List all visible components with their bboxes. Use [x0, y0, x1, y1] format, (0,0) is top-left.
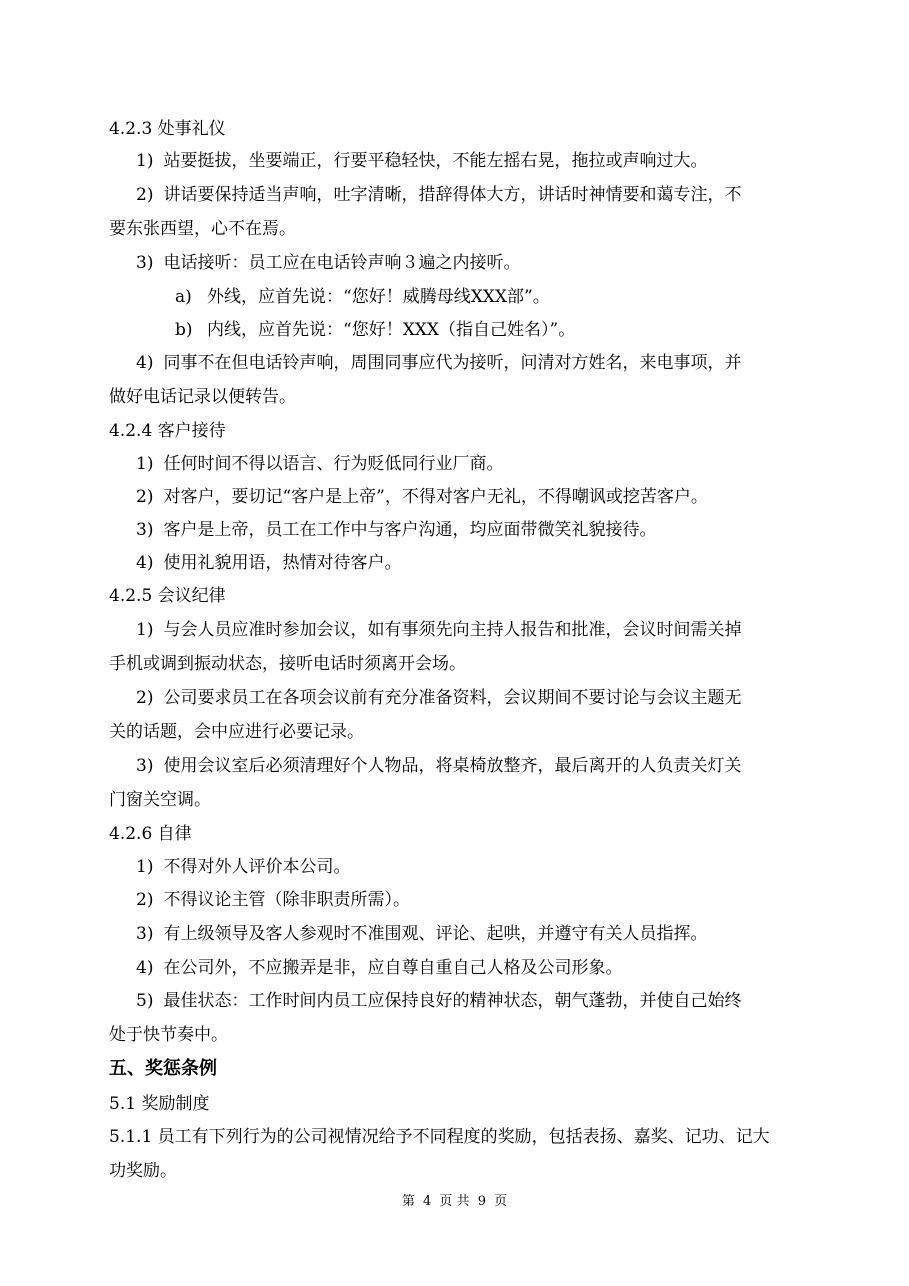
sub-item-letter: a): [175, 287, 192, 307]
section-4-2-3-title: 4.2.3 处事礼仪: [109, 119, 226, 139]
chapter-5-title: 五、奖惩条例: [109, 1058, 217, 1079]
list-item: [136, 485, 708, 509]
list-item: [136, 754, 741, 778]
item-text: 有上级领导及客人参观时不准围观、评论、起哄，并遵守有关人员指挥。: [163, 924, 708, 944]
item-text: 对客户，要切记“客户是上帝”，不得对客户无礼，不得嘲讽或挖苦客户。: [163, 487, 708, 507]
item-text: 同事不在但电话铃声响，周围同事应代为接听，问清对方姓名，来电事项，并: [163, 353, 742, 373]
item-text: 任何时间不得以语言、行为贬低同行业厂商。: [163, 454, 504, 474]
item-continuation: 要东张西望，心不在焉。: [109, 219, 296, 239]
item-number: 2): [136, 890, 154, 910]
item-text: 电话接听：员工应在电话铃声响３遍之内接听。: [163, 253, 521, 273]
item-number: 5): [136, 991, 154, 1011]
item-continuation: 门窗关空调。: [109, 790, 211, 810]
list-item: [136, 149, 707, 173]
item-number: 2): [136, 487, 154, 507]
list-item: [136, 922, 707, 946]
total-page-number: 9: [477, 1194, 486, 1209]
section-4-2-6-title: 4.2.6 自律: [109, 824, 192, 844]
section-4-2-5-title: 4.2.5 会议纪律: [109, 586, 226, 606]
item-continuation: 做好电话记录以便转告。: [109, 387, 296, 407]
item-number: 3): [136, 253, 154, 273]
item-text: 使用礼貌用语，热情对待客户。: [163, 553, 402, 573]
item-text: 使用会议室后必须清理好个人物品，将桌椅放整齐，最后离开的人负责关灯关: [163, 756, 742, 776]
list-item: [136, 452, 503, 476]
item-number: 2): [136, 688, 154, 708]
list-item: [136, 183, 741, 207]
item-number: 3): [136, 520, 154, 540]
sub-list-item: [175, 285, 550, 309]
list-item: [136, 686, 741, 710]
item-text: 不得对外人评价本公司。: [163, 857, 351, 877]
current-page-number: 4: [423, 1194, 432, 1209]
paragraph-continuation: 功奖励。: [109, 1161, 177, 1181]
item-continuation: 关的话题，会中应进行必要记录。: [109, 722, 364, 742]
item-number: 4): [136, 958, 154, 978]
item-text: 站要挺拔，坐要端正，行要平稳轻快，不能左摇右晃，拖拉或声响过大。: [163, 151, 708, 171]
list-item: [136, 518, 656, 542]
item-number: 3): [136, 756, 154, 776]
sub-item-letter: b): [175, 320, 193, 340]
sub-list-item: [175, 318, 575, 342]
list-item: [136, 351, 741, 375]
item-number: 3): [136, 924, 154, 944]
item-number: 4): [136, 353, 154, 373]
sub-item-text: 外线，应首先说：“您好！威腾母线XXX部”。: [207, 287, 550, 307]
footer-prefix: 第: [401, 1194, 415, 1209]
list-item: [136, 855, 350, 879]
footer-suffix: 页: [494, 1194, 508, 1209]
list-item: [136, 618, 741, 642]
item-text: 与会人员应准时参加会议，如有事须先向主持人报告和批准，会议时间需关掉: [163, 620, 742, 640]
item-text: 不得议论主管（除非职责所需）。: [163, 890, 410, 910]
page-footer: [0, 1193, 909, 1211]
section-4-2-4-title: 4.2.4 客户接待: [109, 421, 226, 441]
list-item: [136, 888, 410, 912]
paragraph-5-1-1: 5.1.1 员工有下列行为的公司视情况给予不同程度的奖励，包括表扬、嘉奖、记功、记大: [109, 1127, 770, 1147]
footer-middle: 页 共: [439, 1194, 470, 1209]
list-item: [136, 551, 401, 575]
list-item: [136, 956, 622, 980]
item-number: 1): [136, 857, 154, 877]
list-item: [136, 251, 520, 275]
item-text: 公司要求员工在各项会议前有充分准备资料，会议期间不要讨论与会议主题无: [163, 688, 742, 708]
section-5-1-title: 5.1 奖励制度: [109, 1094, 210, 1114]
item-text: 客户是上帝，员工在工作中与客户沟通，均应面带微笑礼貌接待。: [163, 520, 657, 540]
item-number: 1): [136, 454, 154, 474]
item-text: 讲话要保持适当声响，吐字清晰，措辞得体大方，讲话时神情要和蔼专注，不: [163, 185, 742, 205]
item-text: 在公司外，不应搬弄是非，应自尊自重自己人格及公司形象。: [163, 958, 623, 978]
item-number: 1): [136, 620, 154, 640]
list-item: [136, 989, 741, 1013]
item-continuation: 处于快节奏中。: [109, 1025, 228, 1045]
item-continuation: 手机或调到振动状态，接听电话时须离开会场。: [109, 654, 466, 674]
item-number: 4): [136, 553, 154, 573]
item-text: 最佳状态：工作时间内员工应保持良好的精神状态，朝气蓬勃，并使自己始终: [163, 991, 742, 1011]
item-number: 2): [136, 185, 154, 205]
item-number: 1): [136, 151, 154, 171]
sub-item-text: 内线，应首先说：“您好！XXX（指自己姓名）”。: [207, 320, 576, 340]
